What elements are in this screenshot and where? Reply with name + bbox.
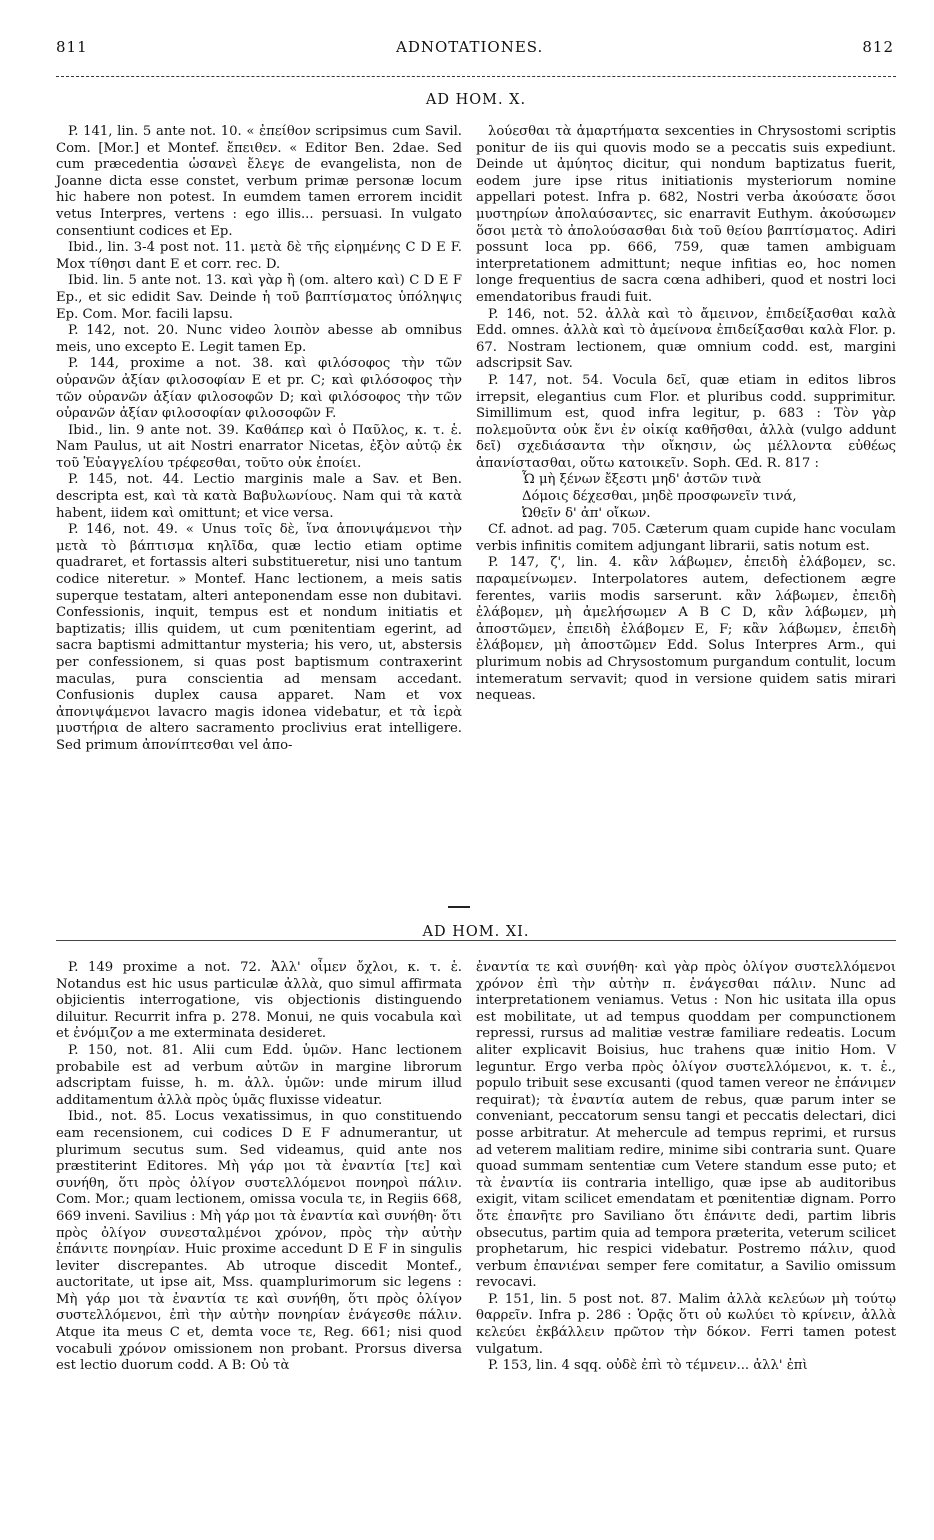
note-paragraph: Ibid., lin. 3-4 post not. 11. μετὰ δὲ τῆς εἰρημένης C D E F. Mox τίθησι dant E et corr. rec. D. xyxy=(56,240,462,272)
note-paragraph: Ibid., lin. 9 ante not. 39. Καθάπερ καὶ ὁ Παῦλος, κ. τ. ἑ. Nam Paulus, ut ait Nostri enarrator Nicetas, ἐξὸν αὐτῷ ἐκ τοῦ Ἐὐαγγελίου τρέφεσθαι, τοῦτο οὐκ ἐποίει. xyxy=(56,422,462,471)
section-separator-dash xyxy=(448,906,470,908)
verse-line: Ὧ μὴ ξένων ἔξεστι μηδ' ἀστῶν τινὰ xyxy=(522,472,762,488)
note-paragraph: P. 150, not. 81. Alii cum Edd. ὑμῶν. Hanc lectionem probabile est ad verbum αὐτῶν in margine librorum adscriptam fuisse, h. m. ἀλλ. ὑμῶν: unde mirum illud additamentum ἀλλὰ πρὸς ὑμᾶς fluxisse videatur. xyxy=(56,1042,462,1108)
note-paragraph: P. 151, lin. 5 post not. 87. Malim ἀλλὰ κελεύων μὴ τούτῳ θαρρεῖν. Infra p. 286 : Ὁρᾷς ὅτι οὐ κωλύει τὸ κρίνειν, ἀλλὰ κελεύει ἐκβάλλειν πρῶτον τὴν δόκον. Ferri tamen potest vulgatum. xyxy=(476,1291,896,1357)
running-head xyxy=(56,38,894,60)
note-paragraph: Ibid. lin. 5 ante not. 13. καὶ γὰρ ἢ (om. altero καὶ) C D E F Ep., et sic edidit Sav. Deinde ἡ τοῦ βαπτίσματος ὑπόληψις Ep. Com. Mor. facili lapsu. xyxy=(56,273,462,322)
note-paragraph: P. 141, lin. 5 ante not. 10. « ἐπείθον scripsimus cum Savil. Com. [Mor.] et Montef. ἔπειθεν. « Editor Ben. 2dae. Sed cum præcedentia ὡσανεὶ ἔλεγε de evangelista, non de Joanne dicta esse constet, verbum primæ personæ locum hic habere non potest. In eumdem tamen errorem incidit vetus Interpres, vertens : ego illis... persuasi. In vulgato consentiunt codices et Ep. xyxy=(56,124,462,239)
section-hom-x-right-column xyxy=(476,124,896,705)
section-hom-x-left-column xyxy=(56,124,462,755)
page-number-right: 812 xyxy=(862,38,894,56)
note-paragraph: P. 144, proxime a not. 38. καὶ φιλόσοφος τὴν τῶν οὐρανῶν ἀξίαν φιλοσοφίαν E et pr. C; καὶ φιλόσοφος τὴν τῶν οὐρανῶν ἀξίαν φιλοσοφῶν D; καὶ φιλόσοφος τὴν τῶν οὐρανῶν ἀξίαν φιλοσοφίαν φιλοσοφῶν F. xyxy=(56,356,462,422)
note-paragraph: P. 146, not. 49. « Unus τοῖς δὲ, ἵνα ἀπονιψάμενοι τὴν μετὰ τὸ βάπτισμα κηλῖδα, quæ lectio etiam optime quadraret, et fortassis alteri substitueretur, nisi uno tantum codice niteretur. » Montef. Hanc lectionem, a meis satis superque testatam, alteri anteponendam esse non dubitavi. Confessionis, inquit, tempus est et nondum initiatis et baptizatis; illis quidem, ut cum pœnitentiam egerint, ad sacra baptismi admittantur mysteria; his vero, ut, abstersis per confessionem, si quas post baptismum contraxerint maculas, pura conscientia ad mensam accedant. Confusionis duplex causa apparet. Nam et vox ἀπονιψάμενοι lavacro magis idonea videbatur, et τὰ ἱερὰ μυστήρια de altero sacramento proclivius erat intelligere. Sed primum ἀπονίπτεσθαι vel ἀπο- xyxy=(56,522,462,753)
note-paragraph: ἐναντία τε καὶ συνήθη· καὶ γὰρ πρὸς ὀλίγον συστελλόμενοι χρόνον ἐπὶ τὴν αὐτὴν π. ἐνάγεσθαι πάλιν. Nunc ad interpretationem veniamus. Vetus : Non hic usitata illa opus est mobilitate, ut ad tempus quoddam per compunctionem repressi, rursus ad malitiæ vestræ familiare redeatis. Locum aliter explicavit Boisius, huc trahens quæ initio Hom. V leguntur. Ergo verba πρὸς ὀλίγον συστελλόμενοι, κ. τ. ἑ., populo tribuit sese excusanti (quod tamen vereor ne ἐπάνιμεν requirat); τὰ ἐναντία autem de rebus, quæ parum inter se conveniant, peccatorum sensu tangi et peccatis delectari, dici posse arbitratur. At mehercule ad tempus reprimi, et rursus ad veterem malitiam redire, minime sibi contraria sunt. Quare quoad summam sententiæ cum Vetere standum esse puto; et τὰ ἐναντία iis contraria intelligo, quæ ipse ab auditoribus exigit, vitam scilicet emendatam et pœnitentiæ dignam. Porro ὅτε ἐπανῆτε pro Saviliano ὅτι ἐπάνιτε dedi, partim libris obsecutus, partim quia ad tempora præterita, veterum scilicet prophetarum, hic respici videbatur. Postremo πάλιν, quod verbum ἐπανιέναι semper fere comitatur, a Savilio omissum revocavi. xyxy=(476,960,896,1291)
note-paragraph: P. 147, not. 54. Vocula δεῖ, quæ etiam in editos libros irrepsit, elegantius cum Flor. et pluribus codd. supprimitur. Simillimum est, quod infra legitur, p. 683 : Τὸν γὰρ πολεμοῦντα οὐκ ἔνι ἐν οἰκίᾳ καθῆσθαι, ἀλλὰ (vulgo addunt δεῖ) σχεδιάσαντα τὴν οἴκησιν, ὡς μέλλοντα εὐθέως ἀπανίστασθαι, οὕτω κατοικεῖν. Soph. Œd. R. 817 : xyxy=(476,372,896,471)
section-title-hom-xi: AD HOM. XI. xyxy=(422,924,530,940)
section-separator-rule xyxy=(56,940,896,941)
note-paragraph: Cf. adnot. ad pag. 705. Cæterum quam cupide hanc voculam verbis infinitis comitem adjungant librarii, satis notum est. xyxy=(476,522,896,554)
note-paragraph: P. 149 proxime a not. 72. Ἀλλ' οἶμεν ὄχλοι, κ. τ. ἑ. Notandus est hic usus particulæ ἀλλὰ, quo simul affirmata objicientis interrogatione, vis objectionis distinguendo diluitur. Recurrit infra p. 278. Monui, ne quis vocabula καὶ et ἐνόμιζον a me exterminata desideret. xyxy=(56,960,462,1042)
note-paragraph: P. 145, not. 44. Lectio marginis male a Sav. et Ben. descripta est, καὶ τὰ κατὰ Βαβυλωνίους. Nam qui τὰ κατὰ habent, iidem καὶ omittunt; et vice versa. xyxy=(56,472,462,521)
note-paragraph: Ibid., not. 85. Locus vexatissimus, in quo constituendo eam recensionem, cui codices D E F adnumerantur, ut plurimum secutus sum. Sed videamus, quid ante nos præstiterint Editores. Μὴ γάρ μοι τὰ ἐναντία [τε] καὶ συνήθη, ὅτι πρὸς ὀλίγον συστελλόμενοι πονηροὶ πάλιν. Com. Mor.; quam lectionem, omissa vocula τε, in Regiis 668, 669 inveni. Savilius : Μὴ γάρ μοι τὰ ἐναντία καὶ συνήθη· ὅτι πρὸς ὀλίγον συνεσταλμένοι χρόνον, πρὸς τὴν αὐτὴν ἐπάνιτε πονηρίαν. Huic proxime accedunt D E F in singulis leviter discrepantes. Ab utroque discedit Montef., auctoritate, ut ipse ait, Mss. quamplurimorum sic legens : Μὴ γάρ μοι τὰ ἐναντία τε καὶ συνήθη, ὅτι πρὸς ὀλίγον συστελλόμενοι, ἐπὶ τὴν αὐτὴν πονηρίαν ἐνάγεσθε πάλιν. Atque ita meus C et, demta voce τε, Reg. 661; nisi quod vocabuli χρόνον omissionem non probant. Prorsus diversa est lectio duorum codd. A B: Οὐ τὰ xyxy=(56,1109,462,1374)
running-title: ADNOTATIONES. xyxy=(396,38,544,56)
section-title-hom-x: AD HOM. X. xyxy=(425,92,527,108)
note-paragraph: P. 147, ζ', lin. 4. κἂν λάβωμεν, ἐπειδὴ ἐλάβομεν, sc. παραμείνωμεν. Interpolatores autem, defectionem ægre ferentes, variis modis sarserunt. κἂν λάβωμεν, ἐπειδὴ ἐλάβομεν, μὴ ἀμελήσωμεν A B C D, κἂν λάβωμεν, μὴ ἀποστῶμεν, ἐπειδὴ ἐλάβομεν E, F; κἂν λάβωμεν, ἐπειδὴ ἐλάβομεν, μὴ ἀποστῶμεν Edd. Solus Interpres Arm., qui plurimum nobis ad Chrysostomum purgandum contulit, locum intemeratum servavit; quod in versione quidem satis mirari nequeas. xyxy=(476,555,896,704)
verse-line: Ὠθεῖν δ' ἀπ' οἴκων. xyxy=(522,505,651,521)
note-paragraph: P. 153, lin. 4 sqq. οὐδὲ ἐπὶ τὸ τέμνειν... ἀλλ' ἐπὶ xyxy=(488,1358,808,1374)
note-paragraph: P. 142, not. 20. Nunc video λοιπὸν abesse ab omnibus meis, uno excepto E. Legit tamen Ep. xyxy=(56,323,462,355)
section-hom-xi-right-column xyxy=(476,960,896,1375)
section-hom-xi-left-column xyxy=(56,960,462,1375)
verse-line: Δόμοις δέχεσθαι, μηδὲ προσφωνεῖν τινά, xyxy=(522,489,797,505)
note-paragraph: λούεσθαι τὰ ἁμαρτήματα sexcenties in Chrysostomi scriptis ponitur de iis qui quovis modo se a peccatis suis expediunt. Deinde ut ἀμύητος dicitur, qui nondum baptizatus fuerit, eodem jure ipse ritus initiationis mysteriorum nomine appellari potest. Infra p. 682, Nostri verba ἀκούσατε ὅσοι μυστηρίων ἀπολαύσαντες, sic enarravit Euthym. ἀκούσωμεν ὅσοι μετὰ τὸ ἀπολούσασθαι διὰ τοῦ θείου βαπτίσματος. Adiri possunt loca pp. 666, 759, quæ tamen ambiguam interpretationem admittunt; neque infitias eo, hoc nomen longe frequentius de sacra cœna adhiberi, quod et nostri loci emendatoribus fraudi fuit. xyxy=(476,124,896,305)
header-rule xyxy=(56,76,896,77)
page-number-left: 811 xyxy=(56,38,88,56)
note-paragraph: P. 146, not. 52. ἀλλὰ καὶ τὸ ἄμεινον, ἐπιδείξασθαι καλὰ Edd. omnes. ἀλλὰ καὶ τὸ ἀμείνονα ἐπιδείξασθαι καλὰ Flor. p. 67. Nostram lectionem, quæ omnium codd. est, margini adscripsit Sav. xyxy=(476,306,896,372)
